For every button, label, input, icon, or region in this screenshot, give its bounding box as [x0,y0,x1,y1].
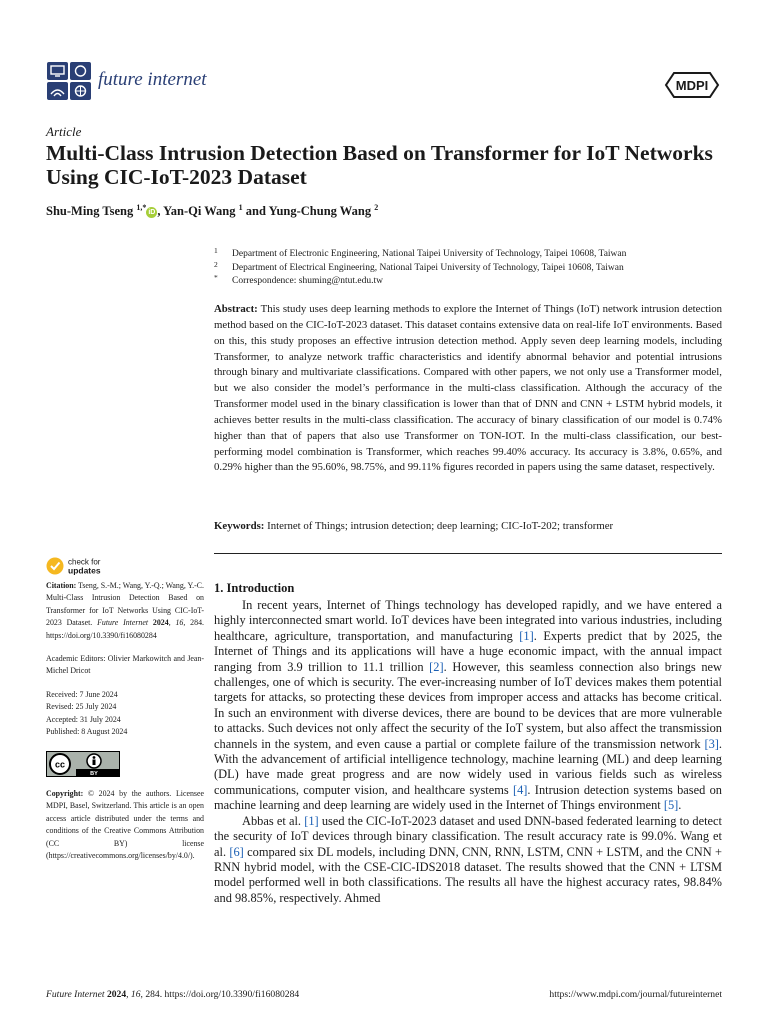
footer-journal-url[interactable]: https://www.mdpi.com/journal/futureinternet [549,989,722,1000]
paper-title: Multi-Class Intrusion Detection Based on Transformer for IoT Networks Using CIC-IoT-2023 Dataset [46,141,713,189]
author-affiliation-mark: 2 [374,203,379,212]
citation-label: Citation: [46,581,77,590]
author-name[interactable]: Shu-Ming Tseng [46,204,134,219]
author-affiliation-mark: 1,* [136,203,147,212]
copyright-label: Copyright: [46,788,84,798]
footer-journal: Future Internet [46,989,105,1000]
author-separator: , [157,204,164,219]
orcid-icon[interactable]: iD [148,209,156,217]
citation-link[interactable]: [6] [229,844,244,859]
copyright-text: © 2024 by the authors. Licensee MDPI, Basel, Switzerland. This article is an open access article distributed under the terms and conditions of the Creative Commons Attribution (CC BY) license (https://creativecommons.org/licenses/by/4.0/). [46,788,204,860]
citation-link[interactable]: [5] [663,798,679,813]
check-updates-line2: updates [68,565,101,576]
paragraph-text: . Experts predict that by 2025, the Internet of Things and its applications will have a huge economic impact, with the annual impact ranging from 3.9 trillion to 11.1 trillion [214,628,723,674]
cc-by-license-icon[interactable] [46,751,120,777]
citation-doi[interactable]: , 284. https://doi.org/10.3390/fi16080284 [46,618,204,640]
divider [214,553,722,554]
paragraph-text: . Intrusion detection systems based on machine learning and deep learning are widely used in the Internet of Things environment [214,782,722,813]
paragraph-text: . [678,798,682,813]
publisher-name: MDPI [675,78,709,93]
paragraph-text: . With the advancement of artificial intelligence technology, machine learning (ML) and deep learning (DL) have made great progress and are now widely used in various fields such as wireless communications, computer vision, and healthcare systems [214,736,722,797]
paragraph [214,598,722,814]
author-name[interactable]: Yan-Qi Wang [163,204,236,219]
published-date: Published: 8 August 2024 [46,727,128,737]
paragraph-text: compared six DL models, including DNN, CNN, RNN, LSTM, CNN + LSTM, and the CNN + RNN hybrid model, with the CSE-CIC-IDS2018 dataset. The results showed that the CNN + LTSM model performed well in both classifications. The results all have the highest accuracy rates, 98.84% and 98.85%, respectively. Ahmed [214,844,722,905]
abstract-text: This study uses deep learning methods to explore the Internet of Things (IoT) network intrusion detection method based on the CIC-IoT-2023 dataset. This dataset contains extensive data on real-life IoT environments. Based on this, this study proposes an effective intrusion detection method. Apply seven deep learning models, including Transformer, to analyze network traffic characteristics and identify abnormal behavior and potential intrusions through binary and multivariate classifications. Compared with other papers, we not only use a Transformer model, but we also consider the model’s performance in the multi-class classification. Although the accuracy of the Transformer model used in the binary classification is lower than that of DNN and CNN + LSTM hybrid models, it achieves better results in the multi-class classification. The accuracy of binary classification of our model is 0.74% higher than that of papers that also use Transformer on TON-IOT. In the multi-class classification, our best-performing model combination is Transformer, which reaches 99.40% accuracy. Its accuracy is 3.8%, 0.65%, and 0.29% higher than the 95.60%, 98.75%, and 99.11% figures recorded in papers using the same dataset, respectively. [214,303,722,474]
correspondence [214,273,383,286]
citation-link[interactable]: [2] [429,659,444,674]
footer-volume: 16 [130,989,141,1000]
citation-year: 2024 [152,618,169,628]
footer-doi[interactable]: , 284. https://doi.org/10.3390/fi16080284 [140,989,300,1000]
citation-volume: 16 [175,618,184,628]
paragraph-text: . However, this seamless connection also brings new challenges, one of which is security. The ever-increasing number of IoT devices makes them potential targets for attacks, so protecting these devices from improper access and attacks has become critical. In such an environment with diverse devices, there are bound to be devices that are more vulnerable to attacks. Such devices not only affect the security of the IoT system, but also affect the transmission channels in the system, and even cause a partial or complete failure of the transmission network [214,659,722,751]
keywords-label: Keywords: [214,520,265,532]
keywords-text: Internet of Things; intrusion detection; deep learning; CIC-IoT-202; transformer [267,520,614,532]
check-updates-line1: check for [68,557,101,567]
affiliation-number: * [214,273,218,282]
paragraph [214,814,722,906]
footer-year: 2024 [106,989,127,1000]
paragraph-text: In recent years, Internet of Things technology has developed rapidly, and we have entered a highly interconnected smart world. IoT devices have been integrated into various industries, including healthcare, agriculture, transportation, and manufacturing [214,598,722,643]
section-heading: 1. Introduction [214,581,295,595]
author-list [46,203,378,219]
author-affiliation-mark: 1 [238,203,243,212]
mdpi-logo-icon [664,68,720,102]
sidebar [46,580,204,862]
accepted-date: Accepted: 31 July 2024 [46,714,121,724]
author-separator: and [242,204,269,219]
correspondence-text[interactable]: Correspondence: shuming@ntut.edu.tw [232,276,383,286]
citation-journal: Future Internet [97,618,149,628]
abstract [214,302,722,476]
paragraph-text: used the CIC-IoT-2023 dataset and used DNN-based federated learning to detect the security of IoT devices through binary classification. The result accuracy rate is 99.0%. Wang et al. [214,813,722,859]
affiliation [214,260,624,273]
citation-link[interactable]: [4] [512,782,528,797]
affiliation-number: 2 [214,260,218,269]
check-for-updates-button[interactable] [46,556,126,576]
article-type: Article [46,124,82,139]
journal-logo-icon [46,61,92,101]
cc-text: cc [54,759,66,770]
paragraph-text: Abbas et al. [242,813,305,828]
cc-by-text: BY [90,771,98,778]
copyright [46,788,204,862]
citation-link[interactable]: [3] [704,736,719,751]
journal-name: future internet [98,69,207,90]
abstract-label: Abstract: [214,303,258,315]
affiliation-number: 1 [214,246,218,255]
keywords [214,520,722,532]
citation-text: Tseng, S.-M.; Wang, Y.-Q.; Wang, Y.-C. Multi-Class Intrusion Detection Based on Transformer for IoT Networks Using CIC-IoT-2023 Dataset. [46,581,204,628]
revised-date: Revised: 25 July 2024 [46,702,117,712]
affiliation [214,246,626,259]
academic-editors: Academic Editors: Olivier Markowitch and Jean-Michel Dricot [46,654,204,676]
author-name[interactable]: Yung-Chung Wang [268,204,372,219]
footer-citation: Future Internet 2024, 16, 284. https://doi.org/10.3390/fi16080284 [46,989,300,1000]
received-date: Received: 7 June 2024 [46,689,118,699]
body-text [214,598,722,906]
citation-link[interactable]: [1] [519,628,534,643]
affiliation-text: Department of Electrical Engineering, National Taipei University of Technology, Taipei 10608, Taiwan [232,263,624,273]
citation-link[interactable]: [1] [304,813,319,828]
citation: Citation: Tseng, S.-M.; Wang, Y.-Q.; Wang, Y.-C. Multi-Class Intrusion Detection Based on Transformer for IoT Networks Using CIC-IoT-2023 Dataset. Future Internet 2024, 16, 284. https://doi.org/10.3390/fi16080284 [46,581,204,640]
affiliation-text: Department of Electronic Engineering, National Taipei University of Technology, Taipei 10608, Taiwan [232,249,627,259]
